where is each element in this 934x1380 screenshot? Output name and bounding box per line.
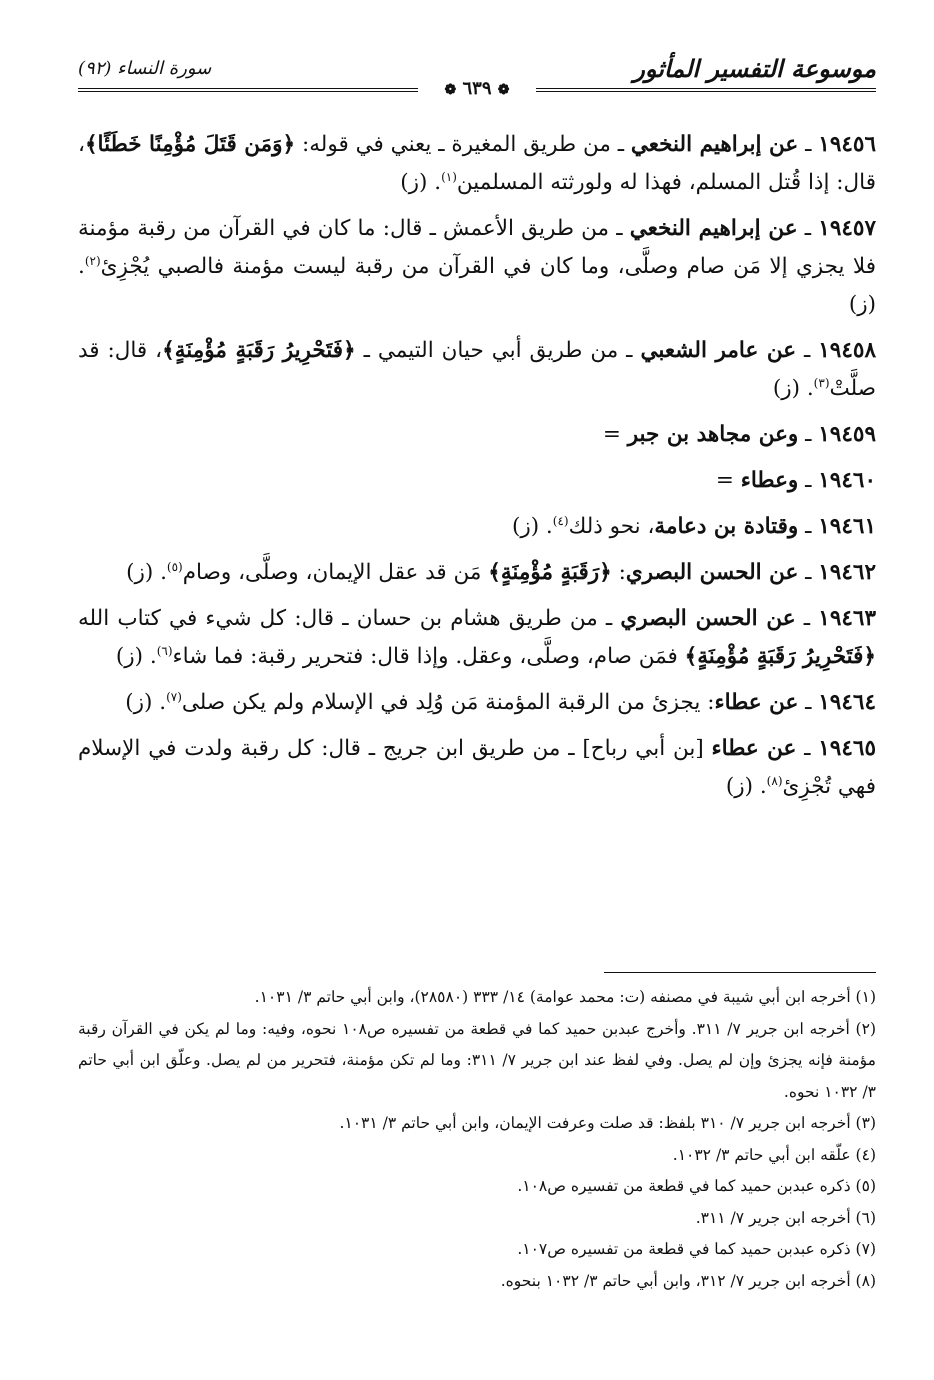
- entry: ١٩٤٥٨ ـ عن عامر الشعبي ـ من طريق أبي حيان التيمي ـ ﴿فَتَحْرِيرُ رَقَبَةٍ مُؤْمِنَةٍ﴾، قال: قد صلَّتْ$^{(٣)}$. (ز): [78, 338, 876, 401]
- entry-number: ١٩٤٦٤: [818, 690, 876, 715]
- book-title: موسوعة التفسير المأثور: [633, 54, 876, 83]
- footnote-ref: (٥): [166, 559, 183, 574]
- footnote: (٣) أخرجه ابن جرير ٧/ ٣١٠ بلفظ: قد صلت وعرفت الإيمان، وابن أبي حاتم ٣/ ١٠٣١.: [339, 1114, 876, 1132]
- entry-text: . (ز): [125, 690, 167, 715]
- page-number-box: [418, 78, 536, 100]
- entry-narrator: عن الحسن البصري: [625, 560, 799, 585]
- entry: ١٩٤٥٦ ـ عن إبراهيم النخعي ـ من طريق المغيرة ـ يعني في قوله: ﴿وَمَن قَتَلَ مُؤْمِنًا خَطَئًا﴾، قال: إذا قُتل المسلم، فهذا له ولورثته المسلمين$^{(١)}$. (ز): [78, 132, 877, 195]
- entry-narrator: وعن مجاهد بن جبر: [627, 422, 799, 447]
- entry-number: ١٩٤٦٣: [818, 606, 877, 631]
- entry-narrator: عن عامر الشعبي: [640, 338, 797, 363]
- entry-text: [بن أبي رباح] ـ من طريق ابن جريج ـ قال: كل رقبة ولدت في الإسلام فهي تُجْزِئ: [78, 736, 876, 799]
- footnotes: [78, 982, 876, 1297]
- footnote-ref: (٧): [166, 689, 182, 704]
- entry-text: :: [611, 560, 626, 585]
- entry-narrator: وعطاء: [740, 468, 799, 493]
- entry-text: . (ز): [115, 644, 157, 669]
- ornament-icon: ❁: [497, 82, 510, 98]
- entry-text: . (ز): [126, 560, 167, 585]
- entry-text: ، قال: قد صلَّتْ: [78, 338, 876, 401]
- footnote-ref: (٢): [84, 253, 101, 268]
- entry-narrator: عن عطاء: [714, 690, 799, 715]
- entry-text: =: [715, 468, 741, 493]
- entry-text: ـ من طريق الأعمش ـ قال: ما كان في القرآن من رقبة مؤمنة فلا يجزي إلا مَن صام وصلَّى، وما كان في القرآن من رقبة ليست مؤمنة فالصبي يُجْزِئ: [78, 216, 876, 279]
- entry-text: . (ز): [725, 774, 767, 799]
- footnote: (٧) ذكره عبدبن حميد كما في قطعة من تفسيره ص١٠٧.: [517, 1240, 876, 1258]
- running-header: [78, 50, 876, 106]
- footnote: (٢) أخرجه ابن جرير ٧/ ٣١١. وأخرج عبدبن حميد كما في قطعة من تفسيره ص١٠٨ نحوه، وفيه: وما لم يكن في القرآن رقبة مؤمنة فإنه يجزئ وإن لم يصل. وفي لفظ عند ابن جرير ٧/ ٣١١: وما لم تكن مؤمنة، فتحرير من لم يصل. وعلّق ابن أبي حاتم ٣/ ١٠٣٢ نحوه.: [78, 1019, 876, 1101]
- entry-number: ١٩٤٥٧: [818, 216, 877, 241]
- entry-number: ١٩٤٦٥: [818, 736, 876, 761]
- entry-number: ١٩٤٦٢: [818, 560, 876, 585]
- page-number: ٦٣٩: [462, 78, 492, 99]
- entry: ١٩٤٥٧ ـ عن إبراهيم النخعي ـ من طريق الأعمش ـ قال: ما كان في القرآن من رقبة مؤمنة فلا يجزي إلا مَن صام وصلَّى، وما كان في القرآن من رقبة ليست مؤمنة فالصبي يُجْزِئ$^{(٢)}$. (ز): [78, 216, 877, 317]
- entry-number: ١٩٤٦١: [818, 514, 876, 539]
- footnote-ref: (٨): [766, 773, 783, 788]
- entry: ١٩٤٦٥ ـ عن عطاء [بن أبي رباح] ـ من طريق ابن جريج ـ قال: كل رقبة ولدت في الإسلام فهي تُجْزِئ$^{(٨)}$. (ز): [78, 736, 876, 799]
- surah-label: سورة النساء (٩٢): [78, 58, 212, 79]
- entry-narrator: عن الحسن البصري: [620, 606, 796, 631]
- entry-text: ـ من طريق هشام بن حسان ـ قال: كل شيء في كتاب الله: [78, 606, 621, 631]
- entry-text: مَن قد عقل الإيمان، وصلَّى، وصام: [182, 560, 489, 585]
- entry-narrator: عن إبراهيم النخعي: [629, 216, 798, 241]
- entry-narrator: عن إبراهيم النخعي: [630, 132, 799, 157]
- footnote-ref: (٦): [156, 643, 173, 658]
- entry-number: ١٩٤٦٠: [818, 468, 876, 493]
- entry-number: ١٩٤٥٩: [818, 422, 876, 447]
- entry: ١٩٤٦٠ ـ وعطاء =: [715, 468, 876, 493]
- entry: ١٩٤٦٤ ـ عن عطاء: يجزئ من الرقبة المؤمنة مَن وُلِد في الإسلام ولم يكن صلى$^{(٧)}$. (ز): [125, 689, 876, 715]
- ornament-icon: ❁: [444, 82, 457, 98]
- entry: ١٩٤٥٩ ـ وعن مجاهد بن جبر =: [602, 422, 876, 447]
- footnote-ref: (١): [441, 169, 457, 184]
- footnote-ref: (٤): [552, 513, 569, 528]
- quran-verse: ﴿رَقَبَةٍ مُؤْمِنَةٍ﴾: [488, 560, 612, 585]
- entry-text: : يجزئ من الرقبة المؤمنة مَن وُلِد في الإسلام ولم يكن صلى: [181, 690, 715, 715]
- entry-number: ١٩٤٥٦: [818, 132, 877, 157]
- entry-text: . (ز): [511, 514, 553, 539]
- entry-number: ١٩٤٥٨: [818, 338, 876, 363]
- footnote: (٨) أخرجه ابن جرير ٧/ ٣١٢، وابن أبي حاتم ٣/ ١٠٣٢ بنحوه.: [500, 1271, 876, 1290]
- footnote-ref: (٣): [813, 375, 830, 390]
- entry-text: . (ز): [772, 376, 814, 401]
- quran-verse: ﴿فَتَحْرِيرُ رَقَبَةٍ مُؤْمِنَةٍ﴾: [684, 644, 876, 669]
- quran-verse: ﴿فَتَحْرِيرُ رَقَبَةٍ مُؤْمِنَةٍ﴾: [162, 338, 356, 363]
- entry: ١٩٤٦١ ـ وقتادة بن دعامة، نحو ذلك$^{(٤)}$. (ز): [511, 513, 876, 539]
- footnote: (١) أخرجه ابن أبي شيبة في مصنفه (ت: محمد عوامة) ١٤/ ٣٣٣ (٢٨٥٨٠)، وابن أبي حاتم ٣/ ١٠٣١.: [254, 988, 876, 1006]
- entry-text: . (ز): [78, 254, 876, 317]
- footnote: (٤) علّقه ابن أبي حاتم ٣/ ١٠٣٢.: [672, 1145, 876, 1164]
- entry-text: . (ز): [400, 170, 442, 195]
- entry: ١٩٤٦٢ ـ عن الحسن البصري: ﴿رَقَبَةٍ مُؤْمِنَةٍ﴾ مَن قد عقل الإيمان، وصلَّى، وصام$^{(٥)}$. (ز): [126, 559, 876, 585]
- main-text: [78, 126, 876, 814]
- entry-narrator: وقتادة بن دعامة: [654, 514, 799, 539]
- quran-verse: ﴿وَمَن قَتَلَ مُؤْمِنًا خَطَئًا﴾: [84, 132, 296, 157]
- entry-narrator: عن عطاء: [711, 736, 797, 761]
- entry: ١٩٤٦٣ ـ عن الحسن البصري ـ من طريق هشام بن حسان ـ قال: كل شيء في كتاب الله ﴿فَتَحْرِيرُ رَقَبَةٍ مُؤْمِنَةٍ﴾ فمَن صام، وصلَّى، وعقل. وإذا قال: فتحرير رقبة: فما شاء$^{(٦)}$. (ز): [78, 606, 877, 669]
- entry-text: =: [602, 422, 628, 447]
- footnote-separator: [604, 972, 876, 973]
- entry-text: ـ من طريق أبي حيان التيمي ـ: [355, 338, 641, 363]
- entry-text: ـ من طريق المغيرة ـ يعني في قوله:: [295, 132, 631, 157]
- footnote: (٦) أخرجه ابن جرير ٧/ ٣١١.: [695, 1208, 876, 1227]
- footnote: (٥) ذكره عبدبن حميد كما في قطعة من تفسيره ص١٠٨.: [517, 1177, 876, 1195]
- entry-text: ، نحو ذلك: [568, 514, 655, 539]
- entry-text: فمَن صام، وصلَّى، وعقل. وإذا قال: فتحرير رقبة: فما شاء: [172, 644, 685, 669]
- entry-text: ، قال: إذا قُتل المسلم، فهذا له ولورثته المسلمين: [78, 132, 876, 195]
